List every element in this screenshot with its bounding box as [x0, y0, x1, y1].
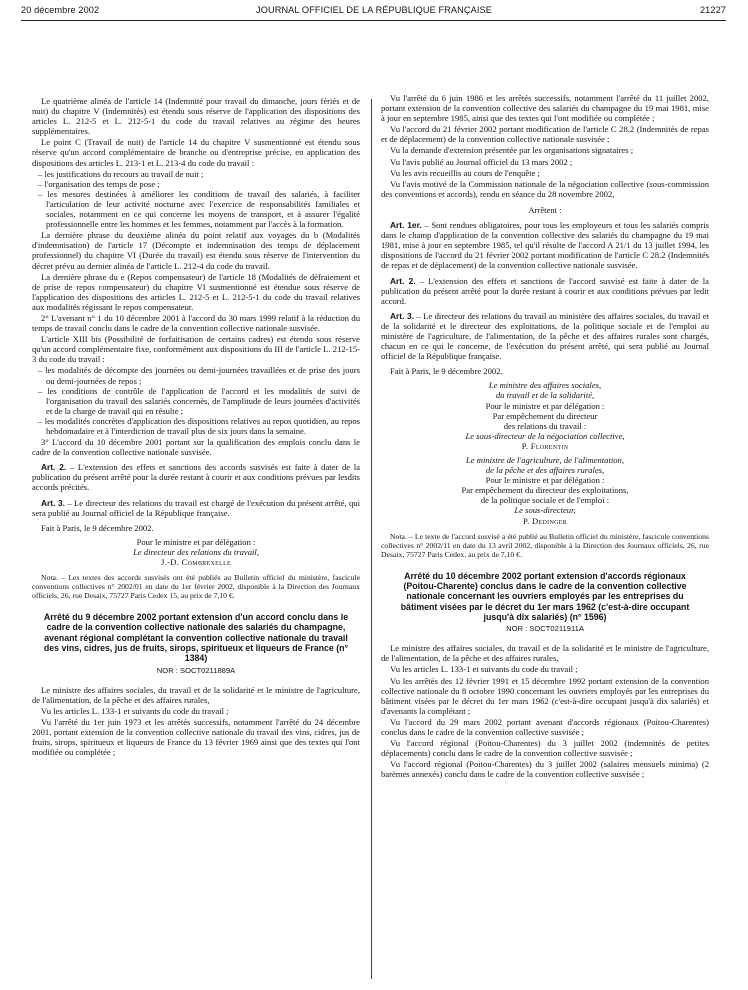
- paragraph: Vu l'accord régional (Poitou-Charentes) du 3 juillet 2002 (indemnités de petites déplacements) conclu dans le cadre de la convention collective susvisée ;: [381, 738, 709, 759]
- article-3: [32, 498, 360, 518]
- nor-reference: NOR : SOCT0211911A: [506, 624, 584, 634]
- right-column: [381, 93, 709, 780]
- article-label: Art. 2.: [41, 462, 67, 473]
- list-item: – les justifications du recours au travail de nuit ;: [32, 169, 360, 179]
- paragraph: Le quatrième alinéa de l'article 14 (Indemnité pour travail du dimanche, jours fériés et de nuit) du chapitre V (Indemnités) est étendu sous réserve de l'application des dispositions des articles L. 212-5 et L. 212-5-1 du code du travail relatives au régime des heures supplémentaires.: [32, 96, 360, 137]
- list: [32, 169, 360, 230]
- signature-block-social-affairs: [381, 380, 709, 451]
- article-text: – Le directeur des relations du travail au ministère des affaires sociales, du travail et de la solidarité et le directeur des exploitations, de la politique sociale et de l'emploi au ministère de l'agriculture, de l'alimentation, de la pêche et des affaires rurales sont chargés, chacun en ce qui le concerne, de l'exécution du présent arrêté, qui sera publié au Journal officiel de la République française.: [381, 310, 709, 362]
- paragraph: Vu la demande d'extension présentée par les organisations signataires ;: [390, 145, 634, 156]
- paragraph: Le ministre des affaires sociales, du travail et de la solidarité et le ministre de l'agriculture, de l'alimentation, de la pêche et des affaires rurales,: [32, 684, 360, 705]
- paragraph: Vu les arrêtés des 12 février 1991 et 15 décembre 1992 portant extension de la convention collective nationale du 8 octobre 1990 concernant les ouvriers employés par les entreprises du bâtiment visées par le décret du 1er mars 1962 (c'est-à-dire occupant jusqu'à dix salariés) et d'avenants la complétant ;: [381, 675, 709, 716]
- article-text: – Le directeur des relations du travail est chargé de l'exécution du présent arrêté, qui sera publié au Journal officiel de la République française.: [32, 497, 360, 518]
- article-text: – Sont rendues obligatoires, pour tous les employeurs et tous les salariés compris dans le champ d'application de la convention collective des salariés du champagne du 19 mai 1981, mise à jour en septembre 1985, tel qu'il résulte de l'accord A 21/1 du 13 juillet 1994, les dispositions de l'accord du 21 février 2002 portant modification de l'article C 28.2 (Indemnités de repas et de déplacement) de la convention collective nationale susvisée.: [381, 220, 709, 271]
- arretent-heading: Arrêtent :: [528, 204, 562, 215]
- article-3: [381, 311, 709, 361]
- signatory-name: P. Dedinger: [523, 515, 567, 526]
- paragraph: Vu l'arrêté du 6 juin 1986 et les arrêtés successifs, notamment l'arrêté du 11 juillet 2002, portant extension de la convention collective des salariés du champagne du 19 mai 1981, mise à jour en septembre 1985, ainsi que des textes qui l'ont modifiée ou complétée ;: [381, 93, 709, 124]
- paragraph: Le ministre des affaires sociales, du travail et de la solidarité et le ministre de l'agriculture, de l'alimentation, de la pêche et des affaires rurales,: [381, 643, 709, 664]
- signatory-name: J.-D. Combrexelle: [160, 557, 232, 568]
- header-date: 20 décembre 2002: [21, 5, 100, 15]
- nota-note: Nota. – Les textes des accords susvisés ont été publiés au Bulletin officiel du ministère, fascicule conventions collectives n° 2002/01 en date du 1er février 2002, disponible à la Direction des Journaux officiels, 26, rue Desaix, 75727 Paris Cedex 15, au prix de 7,10 €.: [32, 573, 360, 601]
- list-item: – les mesures destinées à améliorer les conditions de travail des salariés, à faciliter l'articulation de leur activité nocturne avec l'exercice de responsabilités familiales et sociales, notamment en ce qui concerne les moyens de transport, et à assurer l'égalité professionnelle entre les hommes et les femmes, notamment par l'accès à la formation.: [32, 189, 360, 229]
- paragraph: Vu l'accord du 21 février 2002 portant modification de l'article C 28.2 (Indemnités de repas et de déplacement) de la convention collective nationale susvisée ;: [381, 124, 709, 145]
- column-divider: [371, 99, 372, 979]
- paragraph: Vu l'accord régional (Poitou-Charentes) du 3 juillet 2002 (salaires mensuels minima) (2 barèmes annexés) conclu dans le cadre de la convention collective susvisée ;: [381, 759, 709, 780]
- header-page-number: 21227: [699, 5, 726, 15]
- page-header: [0, 0, 748, 22]
- signature-line: Pour le ministre et par délégation :: [485, 400, 605, 411]
- paragraph: Vu les articles L. 133-1 et suivants du code du travail ;: [41, 705, 229, 716]
- signature-line: des relations du travail :: [503, 420, 587, 431]
- nota-note: Nota. – Le texte de l'accord susvisé a été publié au Bulletin officiel du ministère, fascicule conventions collectives n° 2002/11 en date du 13 avril 2002, disponible à la Direction des Journaux officiels, 26, rue Desaix, 75727 Paris Cedex, au prix de 7,10 €.: [381, 531, 709, 559]
- signature-block-agriculture: [381, 455, 709, 526]
- paragraph: Vu l'accord du 29 mars 2002 portant avenant d'accords régionaux (Poitou-Charentes) conclus dans le cadre de la convention collective susvisée ;: [381, 716, 709, 737]
- paragraph: Vu l'arrêté du 1er juin 1973 et les arrêtés successifs, notamment l'arrêté du 24 décembre 2001, portant extension de la convention collective nationale du travail des vins, cidres, jus de fruits, sirops, spiritueux et liqueurs de France du 13 février 1969 ainsi que des textes qui l'ont modifiée ou complétée ;: [32, 716, 360, 758]
- signature-line: de la politique sociale et de l'emploi :: [480, 495, 610, 506]
- paragraph: Vu les articles L. 133-1 et suivants du code du travail ;: [390, 664, 578, 675]
- article-label: Art. 1er.: [390, 220, 422, 231]
- signature-line: Le directeur des relations du travail,: [133, 546, 259, 557]
- article-1: [381, 220, 709, 270]
- signing-place-date: Fait à Paris, le 9 décembre 2002.: [41, 522, 154, 533]
- left-column: [32, 96, 360, 758]
- signatory-name: P. Florentin: [521, 440, 569, 451]
- signature-line: Le ministre des affaires sociales,: [488, 380, 602, 391]
- signature-line: Pour le ministre et par délégation :: [485, 475, 605, 486]
- signature-line: Pour le ministre et par délégation :: [136, 536, 256, 547]
- article-text: – L'extension des effets et sanctions des accords susvisés est faite à dater de la publication du présent arrêté pour la durée restant à courir et aux conditions prévues par lesdits accords précités.: [32, 462, 360, 493]
- article-2: [32, 462, 360, 492]
- list-item: – les conditions de contrôle de l'application de l'accord et les modalités de suivi de l'organisation du travail des salariés concernés, de l'amplitude de leurs journées d'activités et de la charge de travail qui en résulte ;: [32, 386, 360, 416]
- list-item: – les modalités concrètes d'application des dispositions relatives au repos quotidien, au repos hebdomadaire et à l'interdiction de travail plus de six jours dans la semaine.: [32, 416, 360, 436]
- signature-line: Le sous-directeur de la négociation collective,: [465, 430, 625, 441]
- paragraph: La dernière phrase du deuxième alinéa du point relatif aux voyages du b (Modalités d'indemnisation) de l'article 17 (Décompte et indemnisation des temps de déplacement professionnel) du chapitre VI (Durée du travail) est étendu sous réserve de l'intervention du décret prévu au dernier alinéa de l'article L. 212-4 du code du travail.: [32, 230, 360, 271]
- article-2: [381, 276, 709, 306]
- decree-title: Arrêté du 9 décembre 2002 portant extension d'un accord conclu dans le cadre de la convention collective nationale des salariés du champagne, avenant régional complétant la convention collective nationale du travail des vins, cidres, jus de fruits, sirops, spiritueux et liqueurs de France (n° 1384): [43, 612, 349, 664]
- paragraph: La dernière phrase du e (Repos compensateur) de l'article 18 (Modalités de défraiement et de prise de repos compensateur) du chapitre VI susmentionné est étendue sous réserve de l'application des dispositions des articles L. 212-5 et L. 212-5-1 du code du travail relatives aux modalités régissant le repos compensateur.: [32, 271, 360, 312]
- signature-line: de la pêche et des affaires rurales,: [485, 465, 605, 476]
- paragraph: 2° L'avenant n° 1 du 10 décembre 2001 à l'accord du 30 mars 1999 relatif à la réduction du temps de travail conclu dans le cadre de la convention collective nationale susvisée.: [32, 312, 360, 334]
- signature-line: Le sous-directeur,: [514, 505, 576, 516]
- paragraph: 3° L'accord du 10 décembre 2001 portant sur la qualification des emplois conclu dans le cadre de la convention collective nationale susvisée.: [32, 437, 360, 458]
- header-journal-title: JOURNAL OFFICIEL DE LA RÉPUBLIQUE FRANÇAISE: [256, 5, 492, 15]
- list: [32, 365, 360, 436]
- signing-place-date: Fait à Paris, le 9 décembre 2002.: [390, 366, 503, 377]
- signature-line: Le ministre de l'agriculture, de l'alimentation,: [466, 455, 624, 465]
- paragraph: Vu l'avis motivé de la Commission nationale de la négociation collective (sous-commission des conventions et accords), rendu en séance du 28 novembre 2002,: [381, 178, 709, 199]
- list-item: – les modalités de décompte des journées ou demi-journées travaillées et de prise des jours ou demi-journées de repos ;: [32, 365, 360, 385]
- article-text: – L'extension des effets et sanctions de l'accord susvisé est faite à dater de la publication du présent arrêté pour la durée restant à courir et aux conditions prévues par ledit accord.: [381, 275, 709, 306]
- paragraph: Vu les avis recueillis au cours de l'enquête ;: [390, 167, 540, 178]
- signature-block: [32, 537, 360, 567]
- signature-line: du travail et de la solidarité,: [495, 390, 595, 401]
- article-label: Art. 3.: [390, 310, 415, 321]
- paragraph: Vu l'avis publié au Journal officiel du 13 mars 2002 ;: [390, 156, 573, 167]
- nor-reference: NOR : SOCT0211889A: [156, 665, 236, 675]
- list-item: – l'organisation des temps de pose ;: [32, 179, 360, 189]
- paragraph: L'article XIII bis (Possibilité de forfaitisation de certains cadres) est étendu sous réserve qu'un accord complémentaire fixe, conformément aux dispositions du III de l'article L. 212-15-3 du code du travail :: [32, 334, 360, 365]
- header-rule: [21, 20, 726, 21]
- paragraph: Le point C (Travail de nuit) de l'article 14 du chapitre V susmentionné est étendu sous réserve qu'un accord complémentaire de branche ou d'entreprise précise, en application des dispositions des articles L. 213-1 et L. 213-4 du code du travail :: [32, 137, 360, 168]
- article-label: Art. 3.: [41, 497, 65, 508]
- decree-title: Arrêté du 10 décembre 2002 portant extension d'accords régionaux (Poitou-Charente) conclus dans le cadre de la convention collective nationale concernant les ouvriers employés par les entreprises du bâtiment visées par le décret du 1er mars 1962 (c'est-à-dire occupant jusqu'à dix salariés) (n° 1596): [400, 570, 690, 622]
- signature-line: Par empêchement du directeur des exploitations,: [461, 485, 629, 496]
- signature-line: Par empêchement du directeur: [492, 410, 598, 421]
- article-label: Art. 2.: [390, 275, 416, 286]
